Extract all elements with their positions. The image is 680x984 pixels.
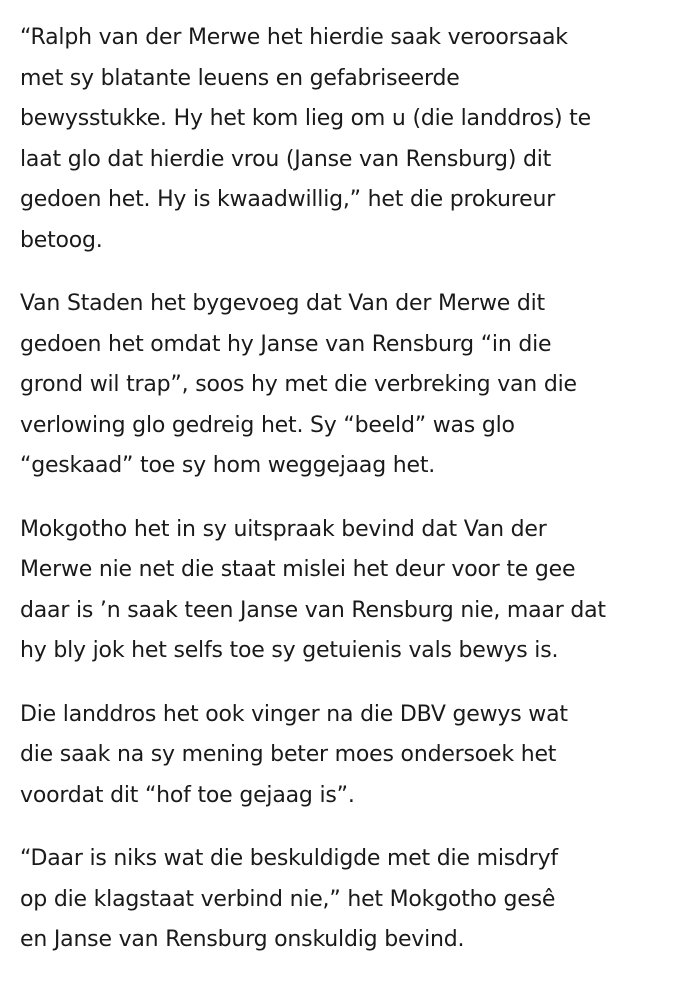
article-body xyxy=(20,18,670,984)
paragraph: Van Staden het bygevoeg dat Van der Merwe dit gedoen het omdat hy Janse van Rensburg “in die grond wil trap”, soos hy met die verbreking van die verlowing glo gedreig het. Sy “beeld” was glo “geskaad” toe sy hom weggejaag het. xyxy=(20,291,577,478)
paragraph: Mokgotho het in sy uitspraak bevind dat Van der Merwe nie net die staat mislei het deur voor te gee daar is ’n saak teen Janse van Rensburg nie, maar dat hy bly jok het selfs toe sy getuienis vals bewys is. xyxy=(20,516,606,663)
paragraph: “Daar is niks wat die beskuldigde met die misdryf op die klagstaat verbind nie,” het Mokgotho gesê en Janse van Rensburg onskuldig bevind. xyxy=(20,846,558,952)
paragraph: “Ralph van der Merwe het hierdie saak veroorsaak met sy blatante leuens en gefabriseerde bewysstukke. Hy het kom lieg om u (die landdros) te laat glo dat hierdie vrou (Janse van Rensburg) dit gedoen het. Hy is kwaadwillig,” het die prokureur betoog. xyxy=(20,25,591,253)
paragraph: Die landdros het ook vinger na die DBV gewys wat die saak na sy mening beter moes ondersoek het voordat dit “hof toe gejaag is”. xyxy=(20,701,568,808)
